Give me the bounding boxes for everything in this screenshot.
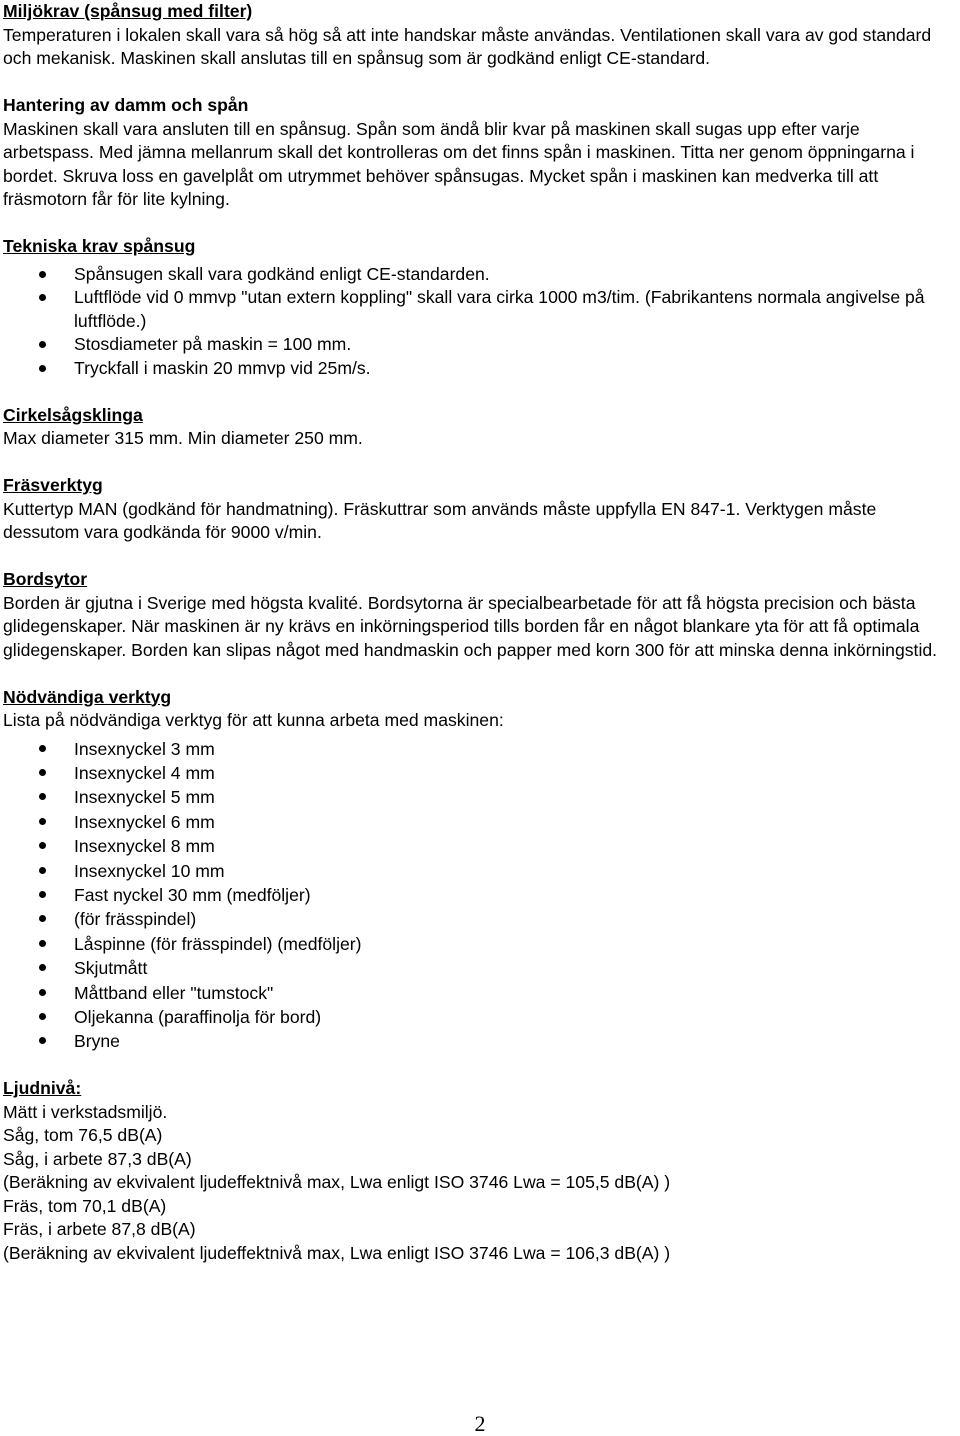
document-page <box>3 0 948 1265</box>
ljud-line: Mätt i verkstadsmiljö. <box>3 1101 168 1122</box>
ljud-line: Fräs, i arbete 87,8 dB(A) <box>3 1219 196 1240</box>
section-ljud <box>3 1077 948 1265</box>
page-number: 2 <box>474 1411 486 1436</box>
list-item: Bryne <box>3 1029 948 1053</box>
section-frasverktyg <box>3 474 948 545</box>
list-item: (för frässpindel) <box>3 907 948 931</box>
text-verktyg-intro: Lista på nödvändiga verktyg för att kunna arbeta med maskinen: <box>3 710 504 730</box>
list-item: Luftflöde vid 0 mmvp "utan extern koppling" skall vara cirka 1000 m3/tim. (Fabrikantens normala angivelse på luftflöde.) <box>3 286 948 333</box>
list-item: Insexnyckel 5 mm <box>3 785 948 809</box>
list-item: Insexnyckel 4 mm <box>3 761 948 785</box>
list-verktyg <box>3 737 948 1054</box>
heading-damm: Hantering av damm och spån <box>3 95 249 115</box>
section-cirkel <box>3 404 948 451</box>
list-item: Insexnyckel 3 mm <box>3 737 948 761</box>
heading-cirkel: Cirkelsågsklinga <box>3 404 143 425</box>
list-item: Måttband eller "tumstock" <box>3 981 948 1005</box>
list-item: Insexnyckel 6 mm <box>3 810 948 834</box>
section-tekniska <box>3 235 948 380</box>
text-miljokrav: Temperaturen i lokalen skall vara så hög så att inte handskar måste användas. Ventilationen skall vara av god standard och mekanisk. Maskinen skall anslutas till en spånsug som är godkänd enligt CE-standard. <box>3 24 932 68</box>
list-item: Insexnyckel 10 mm <box>3 859 948 883</box>
list-item: Låspinne (för frässpindel) (medföljer) <box>3 932 948 956</box>
list-tekniska <box>3 263 948 381</box>
heading-frasverktyg: Fräsverktyg <box>3 475 103 495</box>
list-item: Stosdiameter på maskin = 100 mm. <box>3 333 948 357</box>
heading-bordsytor: Bordsytor <box>3 569 88 589</box>
ljud-line: Såg, tom 76,5 dB(A) <box>3 1125 163 1146</box>
ljud-line: (Beräkning av ekvivalent ljudeffektnivå max, Lwa enligt ISO 3746 Lwa = 106,3 dB(A) ) <box>3 1242 671 1263</box>
list-item: Insexnyckel 8 mm <box>3 834 948 858</box>
list-item: Oljekanna (paraffinolja för bord) <box>3 1005 948 1029</box>
heading-tekniska: Tekniska krav spånsug <box>3 236 196 256</box>
section-miljokrav <box>3 0 948 71</box>
text-cirkel: Max diameter 315 mm. Min diameter 250 mm. <box>3 428 363 448</box>
section-verktyg <box>3 686 948 1054</box>
heading-verktyg: Nödvändiga verktyg <box>3 686 172 707</box>
ljud-line: Fräs, tom 70,1 dB(A) <box>3 1195 167 1216</box>
section-bordsytor <box>3 568 948 662</box>
text-frasverktyg: Kuttertyp MAN (godkänd för handmatning). Fräskuttrar som används måste uppfylla EN 847-1. Verktygen måste dessutom vara godkända för 9000 v/min. <box>3 498 877 542</box>
text-damm: Maskinen skall vara ansluten till en spånsug. Spån som ändå blir kvar på maskinen skall sugas upp efter varje arbetspass. Med jämna mellanrum skall det kontrolleras om det finns spån i maskinen. Titta ner genom öppningarna i bordet. Skruva loss en gavelplåt om utrymmet behöver spånsugas. Mycket spån i maskinen kan medverka till att fräsmotorn får för lite kylning. <box>3 118 915 209</box>
text-bordsytor: Borden är gjutna i Sverige med högsta kvalité. Bordsytorna är specialbearbetade för att få högsta precision och bästa glidegenskaper. När maskinen är ny krävs en inkörningsperiod tills borden får en något blankare yta för att få optimala glidegenskaper. Borden kan slipas något med handmaskin och papper med korn 300 för att minska denna inkörningstid. <box>3 592 938 660</box>
ljud-line: (Beräkning av ekvivalent ljudeffektnivå max, Lwa enligt ISO 3746 Lwa = 105,5 dB(A) ) <box>3 1172 671 1193</box>
list-item: Spånsugen skall vara godkänd enligt CE-standarden. <box>3 263 948 287</box>
heading-ljud: Ljudnivå: <box>3 1078 82 1099</box>
section-damm <box>3 94 948 212</box>
list-item: Skjutmått <box>3 956 948 980</box>
list-item: Fast nyckel 30 mm (medföljer) <box>3 883 948 907</box>
list-item: Tryckfall i maskin 20 mmvp vid 25m/s. <box>3 357 948 381</box>
ljud-line: Såg, i arbete 87,3 dB(A) <box>3 1148 192 1169</box>
heading-miljokrav: Miljökrav (spånsug med filter) <box>3 1 253 21</box>
